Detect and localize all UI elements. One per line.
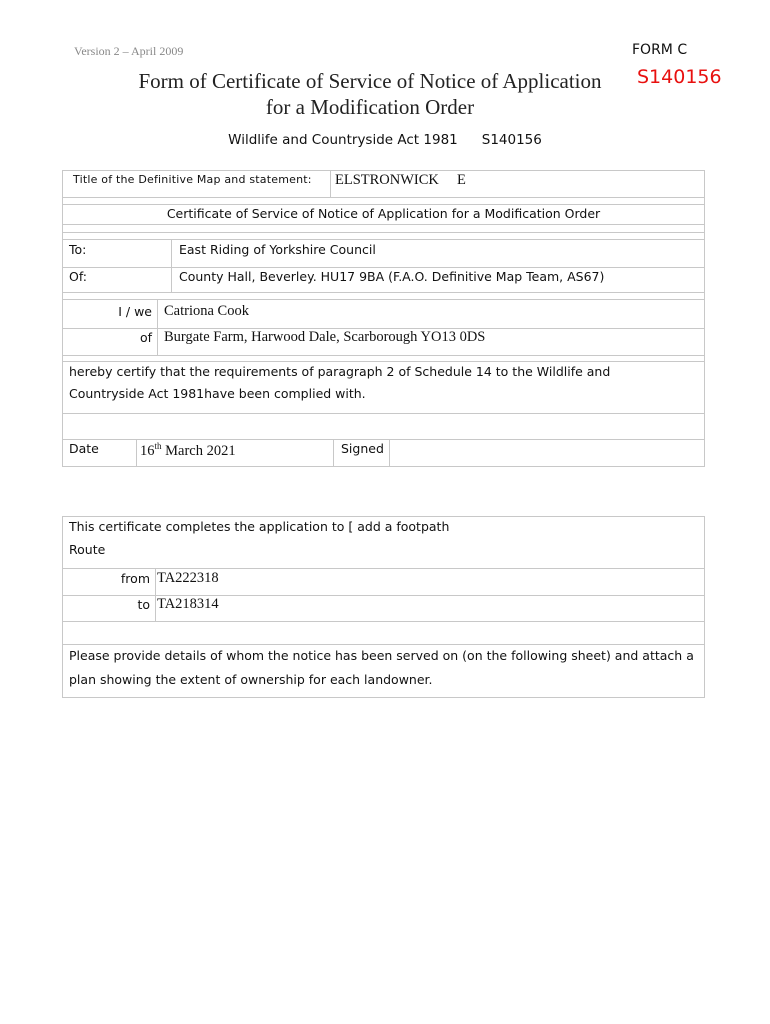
address-label: of — [139, 330, 152, 345]
applicant-address[interactable]: Burgate Farm, Harwood Dale, Scarborough YO13 0DS — [164, 329, 486, 345]
route-label: Route — [69, 542, 106, 557]
section-heading: Certificate of Service of Notice of Application for a Modification Order — [166, 206, 601, 221]
signed-label: Signed — [341, 441, 384, 456]
date-label: Date — [69, 441, 99, 456]
of-label: Of: — [69, 269, 88, 284]
act-reference: S140156 — [481, 132, 542, 148]
date-value[interactable] — [140, 441, 236, 460]
completes-text: This certificate completes the application to [ add a footpath — [69, 519, 450, 534]
title-line-1: Form of Certificate of Service of Notice of Application — [138, 69, 602, 93]
date-day: 16 — [140, 442, 155, 459]
applicant-name[interactable]: Catriona Cook — [164, 303, 249, 319]
certify-line-2: Countryside Act 1981have been complied with. — [69, 386, 366, 401]
to-grid-value[interactable]: TA218314 — [157, 596, 219, 612]
details-line-1: Please provide details of whom the notice has been served on (on the following sheet) and attach a — [69, 648, 694, 663]
signature-field[interactable] — [393, 441, 693, 463]
to-value[interactable]: East Riding of Yorkshire Council — [179, 242, 376, 257]
iwe-label: I / we — [118, 304, 152, 319]
to-label: To: — [69, 242, 87, 257]
title-line-2: for a Modification Order — [265, 95, 475, 119]
version-label: Version 2 – April 2009 — [74, 44, 184, 58]
act-subtitle — [0, 132, 770, 148]
map-title-value[interactable]: ELSTRONWICK E — [335, 172, 466, 188]
application-form — [62, 516, 705, 698]
form-label: FORM C — [632, 42, 688, 58]
from-label: from — [120, 571, 150, 586]
date-month-year: March 2021 — [161, 442, 236, 459]
certificate-form — [62, 170, 705, 467]
certify-line-1: hereby certify that the requirements of paragraph 2 of Schedule 14 to the Wildlife and — [69, 364, 611, 379]
reference-number: S140156 — [637, 66, 722, 88]
map-title-label: Title of the Definitive Map and statement: — [73, 173, 312, 186]
from-value[interactable]: TA222318 — [157, 570, 219, 586]
to-grid-label: to — [137, 597, 150, 612]
of-value[interactable]: County Hall, Beverley. HU17 9BA (F.A.O. Definitive Map Team, AS67) — [179, 269, 605, 284]
act-name: Wildlife and Countryside Act 1981 — [228, 132, 458, 148]
page-title — [0, 68, 740, 120]
date-ordinal: th — [154, 441, 162, 451]
details-line-2: plan showing the extent of ownership for each landowner. — [69, 672, 433, 687]
